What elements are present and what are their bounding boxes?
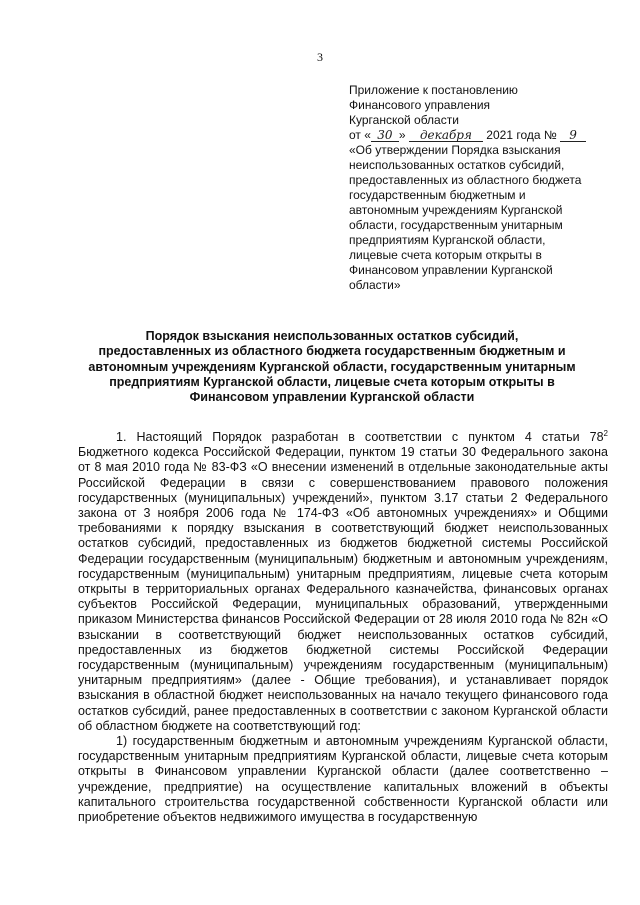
paragraph-1-start: 1. Настоящий Порядок разработан в соответствии с пунктом 4 статьи 78 <box>116 430 604 444</box>
handwritten-number: 9 <box>560 129 586 142</box>
document-title <box>72 329 592 405</box>
title-line: предоставленных из областного бюджета государственным бюджетным и <box>98 344 566 359</box>
title-line: Порядок взыскания неиспользованных остатков субсидий, <box>145 329 519 343</box>
handwritten-month: декабря <box>409 129 483 142</box>
paragraph-1 <box>78 430 608 734</box>
paragraph-1-rest: Бюджетного кодекса Российской Федерации, пунктом 19 статьи 30 Федерального закона от 8 мая 2010 года № 83-ФЗ «О внесении изменений в отдельные законодательные акты Российской Федерации в связи с совершенствованием правового положения государственных (муниципальных) учреждений», пунктом 3.17 статьи 2 Федерального закона от 3 ноября 2006 года № 174-ФЗ «Об автономных учреждениях» и Общими требованиями к порядку взыскания в соответствующий бюджет неиспользованных остатков субсидий, предоставленных из бюджетов бюджетной системы Российской Федерации государственным (муниципальным) бюджетным и автономным учреждениям, государственным (муниципальным) унитарным предприятиям, лицевые счета которым открыты в территориальных органах Федерального казначейства, финансовых органах субъектов Российской Федерации, муниципальных образований, утвержденными приказом Министерства финансов Российской Федерации от 28 июля 2010 года № 82н «О взыскании в соответствующий бюджет неиспользованных остатков субсидий, предоставленных из бюджетов бюджетной системы Российской Федерации государственным (муниципальным) учреждениям государственным (муниципальным) унитарным предприятиям» (далее - Общие требования), и устанавливает порядок взыскания в областной бюджет неиспользованных на начало текущего финансового года остатков субсидий, ранее предоставленных в соответствии с законом Курганской области об областном бюджете на соответствующий год: <box>78 445 608 733</box>
date-prefix: от « <box>349 128 371 142</box>
appendix-subject-line: автономным учреждениям Курганской <box>349 203 563 217</box>
appendix-line: Приложение к постановлению <box>349 83 518 97</box>
appendix-subject-line: предприятиям Курганской области, <box>349 233 546 247</box>
title-line: автономным учреждениям Курганской области, государственным унитарным <box>88 359 576 374</box>
appendix-subject-line: неиспользованных остатков субсидий, <box>349 158 565 172</box>
appendix-subject-line: области» <box>349 278 401 292</box>
appendix-subject-line: лицевые счета которым открыты в <box>349 248 542 262</box>
appendix-subject-line: Финансовом управлении Курганской <box>349 263 553 277</box>
handwritten-day: 30 <box>371 129 399 142</box>
appendix-subject-line: «Об утверждении Порядка взыскания <box>349 143 561 157</box>
date-mid: » <box>398 128 406 142</box>
appendix-date-line <box>349 128 589 143</box>
title-line: предприятиям Курганской области, лицевые счета которым открыты в <box>109 374 555 389</box>
appendix-subject-line: области, государственным унитарным <box>349 218 563 232</box>
paragraph-2: 1) государственным бюджетным и автономным учреждениям Курганской области, государственным унитарным предприятиям Курганской области, лицевые счета которым открыты в Финансовом управлении Курганской области (далее соответственно – учреждение, предприятие) на осуществление капитальных вложений в объекты капитального строительства государственной собственности Курганской области или приобретение объектов недвижимого имущества в государственную <box>78 734 608 825</box>
appendix-subject-line: государственным бюджетным и <box>349 188 526 202</box>
appendix-line: Финансового управления <box>349 98 491 112</box>
appendix-subject-line: предоставленных из областного бюджета <box>349 173 582 187</box>
date-suffix: 2021 года № <box>486 128 557 142</box>
page-number: 3 <box>317 50 323 64</box>
appendix-line: Курганской области <box>349 113 459 127</box>
title-line: Финансовом управлении Курганской области <box>189 390 475 405</box>
document-body <box>78 430 608 825</box>
appendix-header <box>349 83 589 293</box>
superscript: 2 <box>603 428 608 438</box>
